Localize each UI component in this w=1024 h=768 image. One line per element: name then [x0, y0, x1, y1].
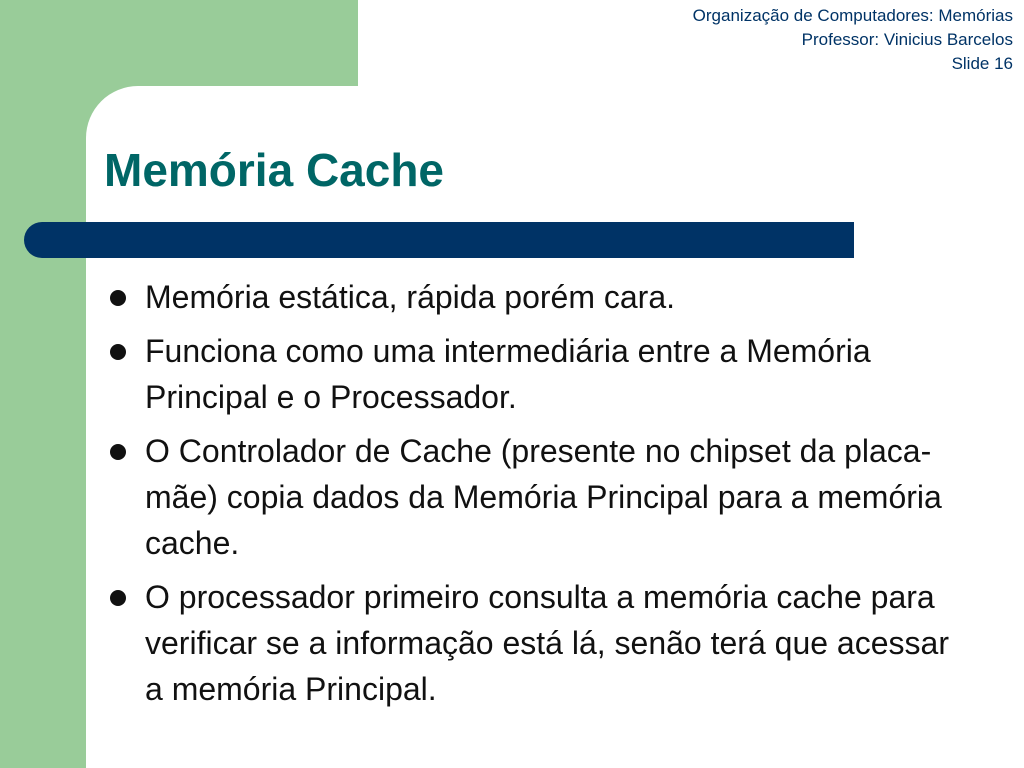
title-underline-bar: [24, 222, 854, 258]
bullet-dot-icon: [110, 290, 126, 306]
bullet-dot-icon: [110, 344, 126, 360]
bullet-dot-icon: [110, 590, 126, 606]
course-title: Organização de Computadores: Memórias: [692, 6, 1013, 25]
slide-title: Memória Cache: [104, 144, 445, 196]
bullet-text: Memória estática, rápida porém cara.: [145, 279, 675, 315]
bullet-text: O Controlador de Cache (presente no chipset da placa-mãe) copia dados da Memória Principal para a memória cache.: [145, 433, 942, 561]
bullet-text: O processador primeiro consulta a memória cache para verificar se a informação está lá, senão terá que acessar a memória Principal.: [145, 579, 949, 707]
slide-header: [693, 4, 1013, 76]
bullet-dot-icon: [110, 444, 126, 460]
bullet-list: [104, 274, 964, 720]
bullet-text: Funciona como uma intermediária entre a Memória Principal e o Processador.: [145, 333, 871, 415]
bullet-item: [104, 574, 964, 712]
bullet-item: [104, 274, 964, 320]
professor-name: Professor: Vinicius Barcelos: [801, 30, 1013, 49]
bullet-item: [104, 428, 964, 566]
bullet-item: [104, 328, 964, 420]
slide-number: Slide 16: [951, 54, 1013, 73]
